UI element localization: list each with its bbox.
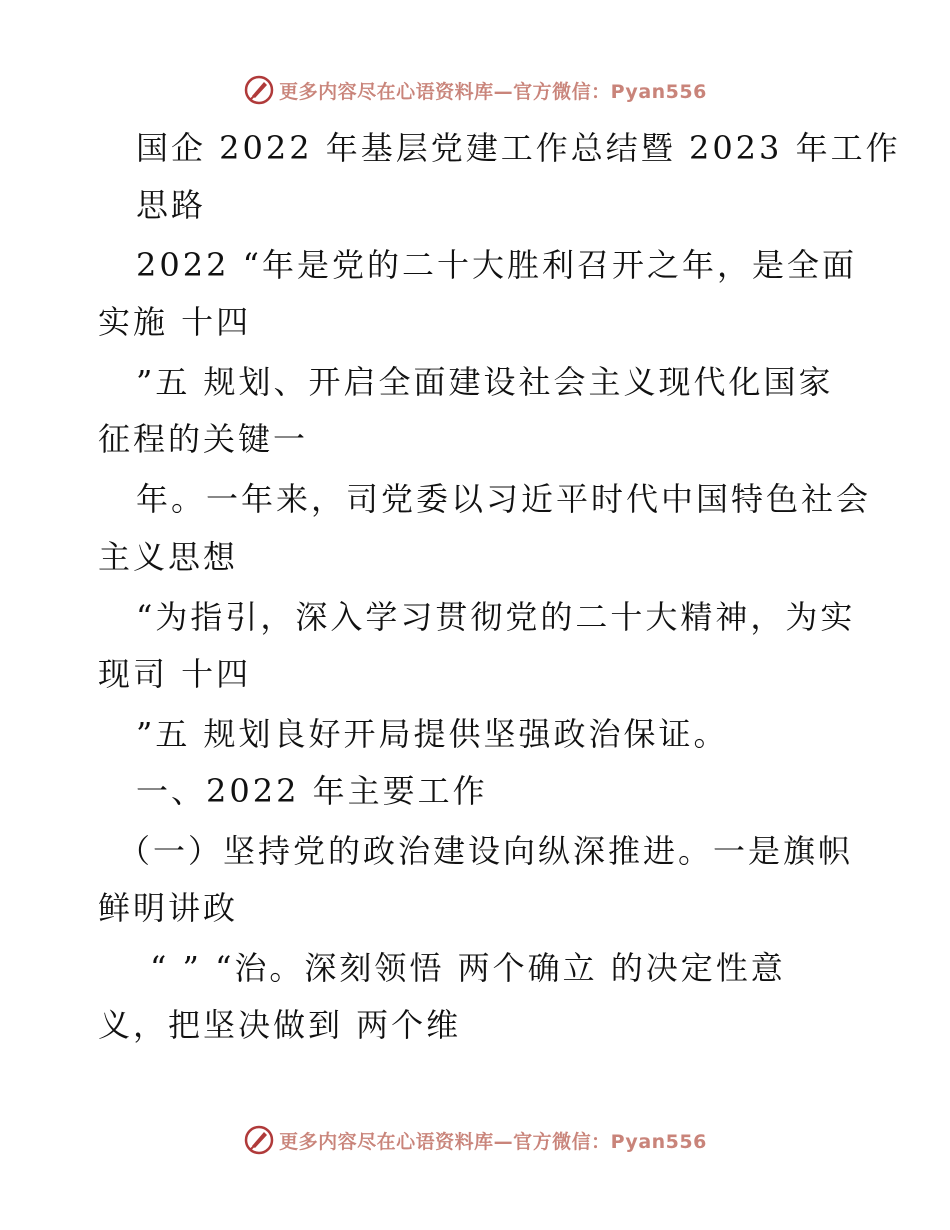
title-line-2: 思路 xyxy=(136,186,207,224)
paragraph-line: “ ” “治。深刻领悟 两个确立 的决定性意 xyxy=(150,949,786,987)
section-heading: 一、2022 年主要工作 xyxy=(136,772,488,810)
paragraph-line: 征程的关键一 xyxy=(98,420,309,458)
paragraph-line: 实施 十四 xyxy=(98,303,252,341)
quill-pen-icon xyxy=(243,74,275,106)
paragraph-line: ”五 规划良好开局提供坚强政治保证。 xyxy=(136,715,729,753)
paragraph-line: （一）坚持党的政治建设向纵深推进。一是旗帜 xyxy=(118,832,854,870)
paragraph-line: “为指引，深入学习贯彻党的二十大精神，为实 xyxy=(136,598,856,636)
paragraph-line: 鲜明讲政 xyxy=(98,889,239,927)
paragraph-line: ”五 规划、开启全面建设社会主义现代化国家 xyxy=(136,363,834,401)
paragraph-line: 主义思想 xyxy=(98,538,239,576)
banner-text: 更多内容尽在心语资料库—官方微信：Pyan556 xyxy=(279,1130,707,1153)
banner-text: 更多内容尽在心语资料库—官方微信：Pyan556 xyxy=(279,80,707,103)
paragraph-line: 现司 十四 xyxy=(98,655,252,693)
paragraph-line: 年。一年来，司党委以习近平时代中国特色社会 xyxy=(136,480,872,518)
header-banner xyxy=(0,70,950,110)
title-line-1: 国企 2022 年基层党建工作总结暨 2023 年工作 xyxy=(136,129,901,167)
paragraph-line: 义，把坚决做到 两个维 xyxy=(98,1006,462,1044)
quill-pen-icon xyxy=(243,1124,275,1156)
footer-banner xyxy=(0,1120,950,1160)
paragraph-line: 2022 “年是党的二十大胜利召开之年，是全面 xyxy=(136,246,857,284)
